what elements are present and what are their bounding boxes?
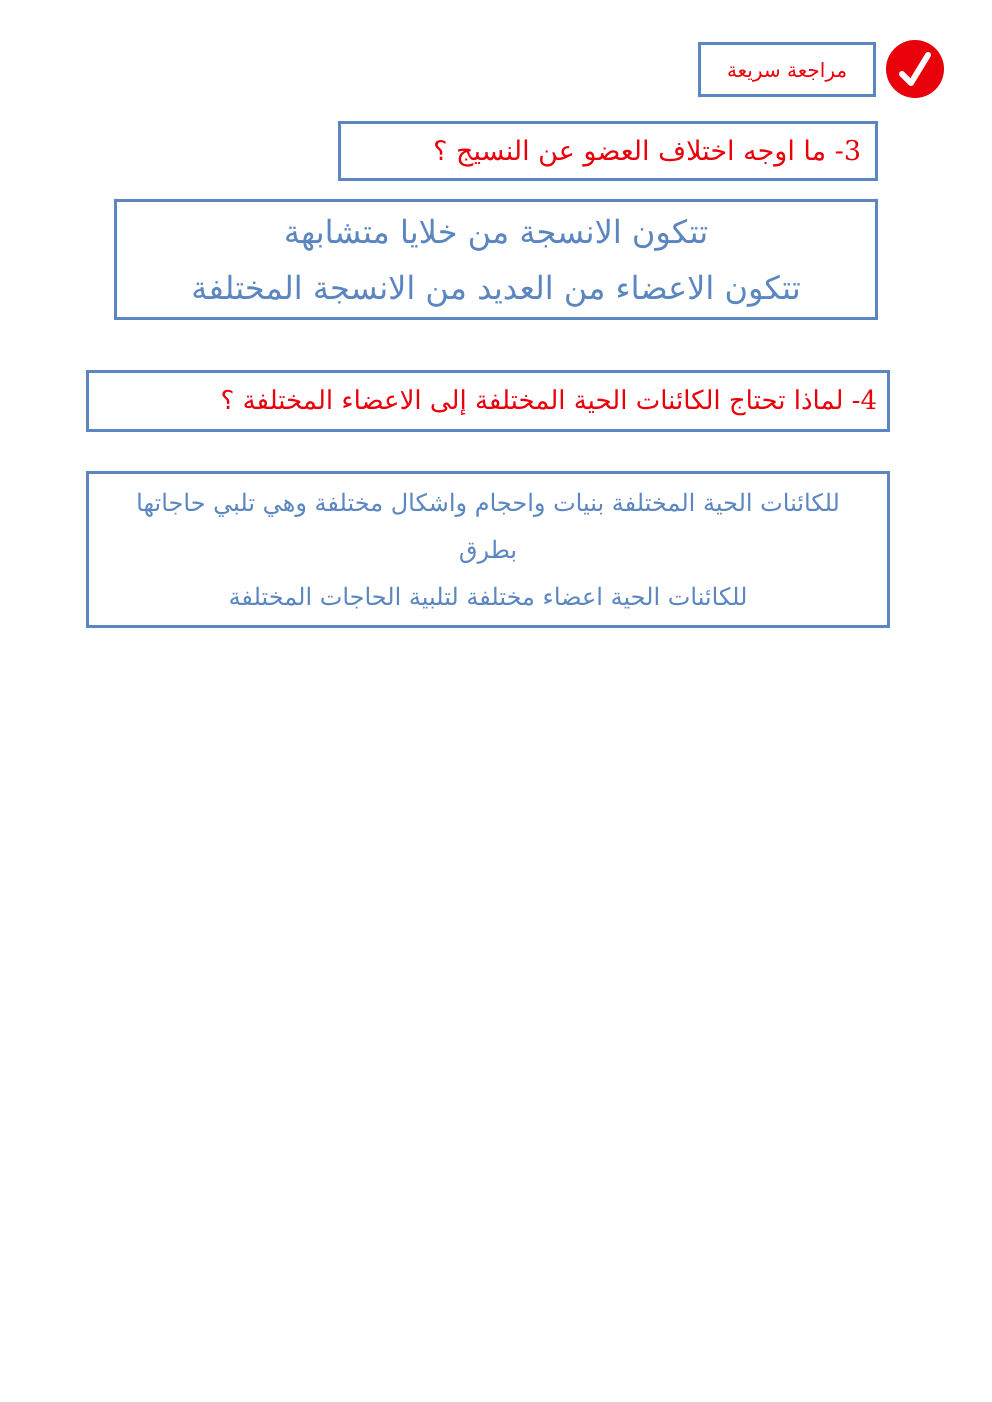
quick-review-label: مراجعة سريعة: [726, 57, 848, 82]
answer-3-line-1: تتكون الانسجة من خلايا متشابهة: [283, 212, 709, 251]
question-3-box: [338, 121, 878, 181]
check-mark-icon: [886, 40, 944, 98]
question-4-text: 4- لماذا تحتاج الكائنات الحية المختلفة إلى الاعضاء المختلفة ؟: [220, 386, 877, 416]
question-3-text: 3- ما اوجه اختلاف العضو عن النسيج ؟: [433, 135, 861, 167]
answer-3-line-2: تتكون الاعضاء من العديد من الانسجة المختلفة: [191, 268, 801, 307]
check-mark-glyph: [886, 40, 944, 98]
answer-4-box: [86, 471, 890, 628]
answer-3-box: [114, 199, 878, 320]
quick-review-badge: [698, 42, 876, 97]
question-4-box: [86, 370, 890, 432]
answer-4-line-2: للكائنات الحية اعضاء مختلفة لتلبية الحاجات المختلفة: [228, 583, 748, 611]
answer-4-line-1: للكائنات الحية المختلفة بنيات واحجام واشكال مختلفة وهي تلبي حاجاتها بطرق: [136, 489, 840, 564]
